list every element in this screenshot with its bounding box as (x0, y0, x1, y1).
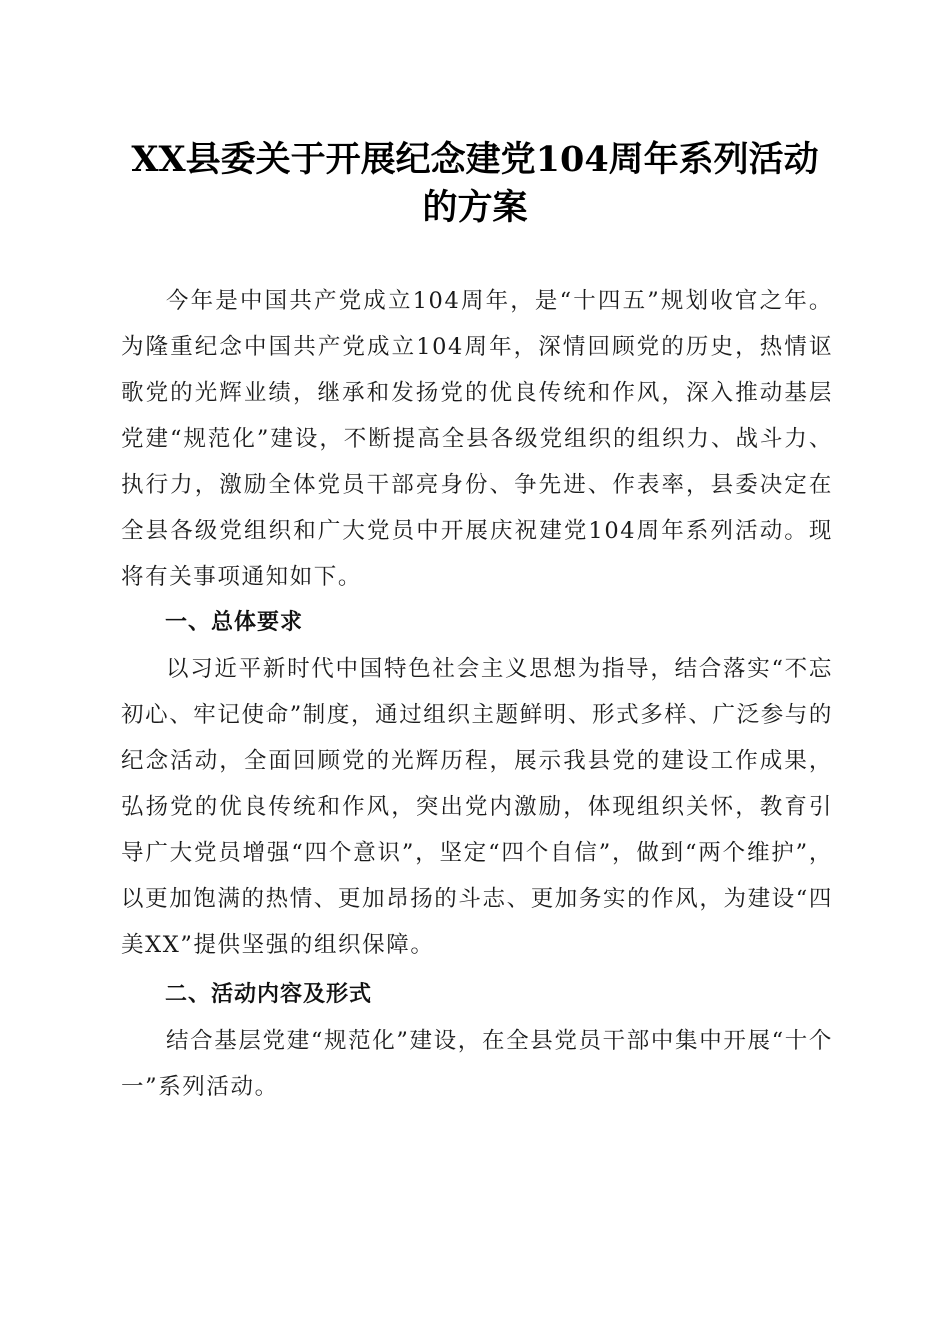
document-body (121, 278, 833, 1110)
title-line-1: XX县委关于开展纪念建党104周年系列活动 (131, 139, 819, 180)
section-paragraph-activity-content: 结合基层党建“规范化”建设，在全县党员干部中集中开展“十个一”系列活动。 (121, 1028, 833, 1100)
section-paragraph-overall-requirements: 以习近平新时代中国特色社会主义思想为指导，结合落实“不忘初心、牢记使命”制度，通过组织主题鲜明、形式多样、广泛参与的纪念活动，全面回顾党的光辉历程，展示我县党的建设工作成果，弘扬党的优良传统和作风，突出党内激励，体现组织关怀，教育引导广大党员增强“四个意识”，坚定“四个自信”，做到“两个维护”，以更加饱满的热情、更加昂扬的斗志、更加务实的作风，为建设“四美XX”提供坚强的组织保障。 (121, 656, 834, 958)
intro-paragraph: 今年是中国共产党成立104周年，是“十四五”规划收官之年。为隆重纪念中国共产党成立104周年，深情回顾党的历史，热情讴歌党的光辉业绩，继承和发扬党的优良传统和作风，深入推动基层党建“规范化”建设，不断提高全县各级党组织的组织力、战斗力、执行力，激励全体党员干部亮身份、争先进、作表率，县委决定在全县各级党组织和广大党员中开展庆祝建党104周年系列活动。现将有关事项通知如下。 (121, 288, 833, 590)
title-line-2: 的方案 (422, 187, 528, 228)
section-heading-overall-requirements: 一、总体要求 (165, 610, 304, 635)
section-heading-activity-content: 二、活动内容及形式 (165, 982, 373, 1007)
document-title (100, 136, 850, 232)
